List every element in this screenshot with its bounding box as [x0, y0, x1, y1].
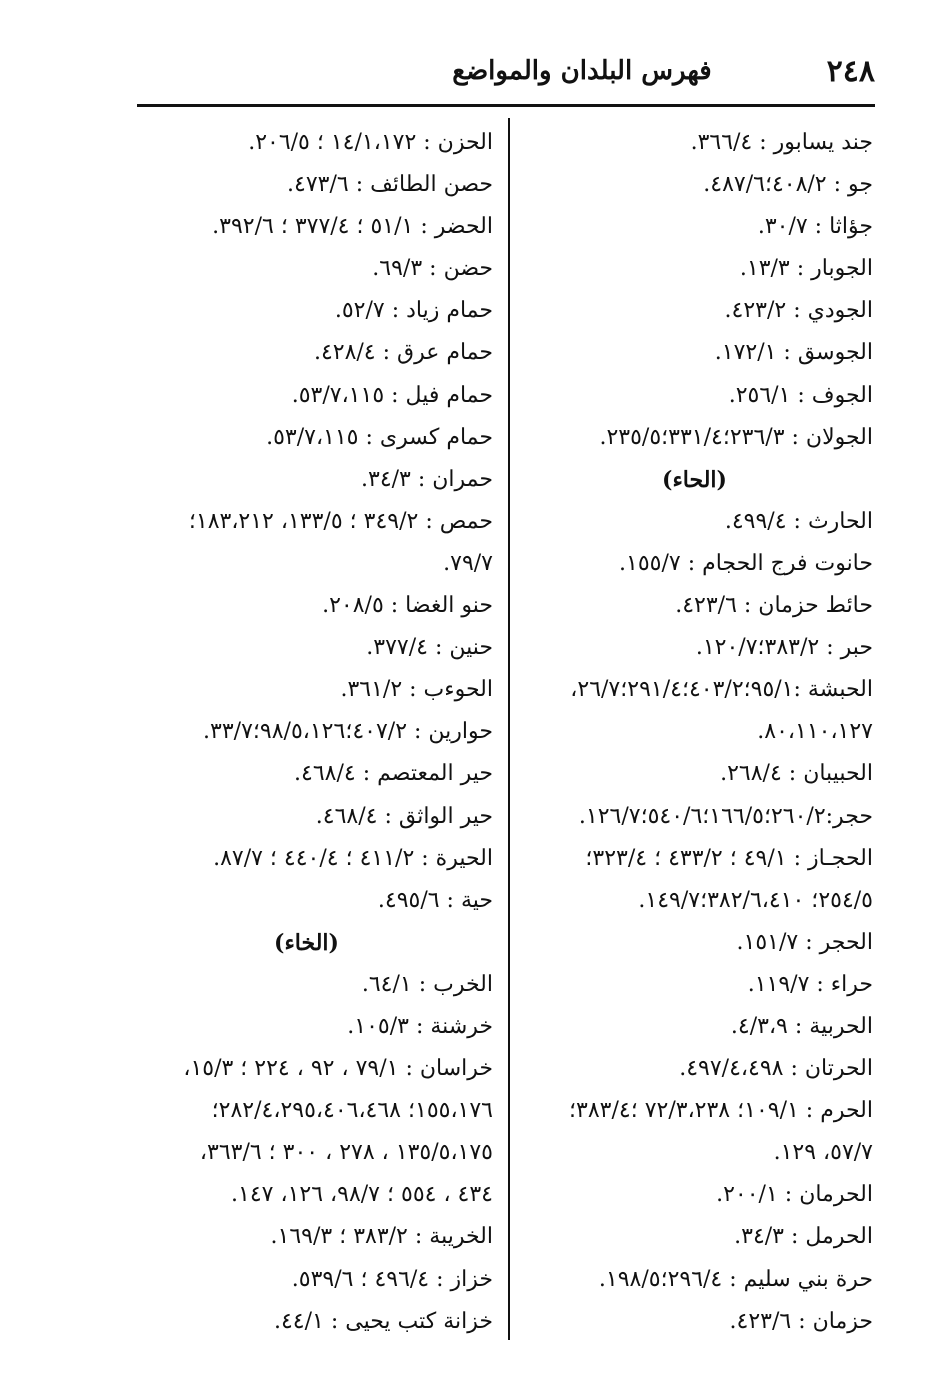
page-header: [137, 50, 875, 100]
index-entry: حمام عرق : ٤٢٨/٤.: [313, 340, 493, 366]
column-divider: [508, 118, 510, 1340]
index-entry: الحرتان : ٤٩٧/٤،٤٩٨.: [679, 1056, 873, 1082]
index-entry: ١٥٥،١٧٦؛ ٢٨٢/٤،٢٩٥،٤٠٦،٤٦٨؛: [211, 1098, 493, 1124]
index-entry: خزاز : ٤٩٦/٤ ؛ ٥٣٩/٦.: [291, 1266, 493, 1292]
index-entry: الخريبة : ٣٨٣/٢ ؛ ١٦٩/٣.: [270, 1224, 493, 1250]
index-entry: حمام كسرى : ٥٣/٧،١١٥.: [266, 424, 493, 450]
index-entry: الجوبار : ١٣/٣.: [739, 256, 873, 282]
index-entry: جو : ٤٠٨/٢؛٤٨٧/٦.: [703, 172, 873, 198]
index-entry: حنو الغضا : ٢٠٨/٥.: [322, 593, 493, 619]
index-entry: حضن : ٦٩/٣.: [372, 256, 493, 282]
index-entry: حنين : ٣٧٧/٤.: [366, 635, 493, 661]
index-entry: خراسان : ٧٩/١ ، ٩٢ ، ٢٢٤ ؛ ١٥/٣،: [183, 1056, 493, 1082]
index-entry: الحزن : ١٤/١،١٧٢ ؛ ٢٠٦/٥.: [248, 130, 493, 155]
index-entry: ٢٥٤/٥؛ ٣٨٢/٦،٤١٠؛١٤٩/٧.: [638, 887, 873, 913]
index-entry: حزمان : ٤٢٣/٦.: [729, 1308, 873, 1334]
index-entry: حجر:٢٦٠/٢؛١٦٦/٥؛٥٤٠/٦؛١٢٦/٧.: [578, 803, 873, 829]
index-entry: الجوسق : ١٧٢/١.: [714, 340, 873, 366]
index-entry: الجوف : ٢٥٦/١.: [728, 382, 873, 408]
index-entry: الحجـاز : ٤٩/١ ؛ ٤٣٣/٢ ؛ ٣٢٣/٤؛: [585, 845, 873, 871]
index-entry: الجودي : ٤٢٣/٢.: [724, 298, 873, 324]
index-entry: الحبشة :٩٥/١؛٤٠٣/٢؛٢٩١/٤؛٢٦/٧،: [570, 677, 873, 703]
index-entry: حصن الطائف : ٤٧٣/٦.: [287, 172, 493, 198]
letter-heading: (الخاء): [274, 929, 339, 956]
index-entry: الحارث : ٤٩٩/٤.: [724, 508, 873, 534]
index-entry: الحرمل : ٣٤/٣.: [734, 1224, 873, 1250]
index-entry: جند يسابور : ٣٦٦/٤.: [690, 130, 873, 155]
index-entry: ١٣٥/٥،١٧٥ ، ٢٧٨ ، ٣٠٠ ؛ ٣٦٣/٦،: [199, 1140, 493, 1166]
index-entry: خرشنة : ١٠٥/٣.: [347, 1013, 493, 1039]
index-entry: الحوءب : ٣٦١/٢.: [340, 677, 493, 703]
index-entry: الحيرة : ٤١١/٢ ؛ ٤٤٠/٤ ؛ ٨٧/٧.: [213, 845, 493, 871]
index-column-left: [120, 122, 493, 1343]
index-entry: حرة بني سليم : ٢٩٦/٤؛١٩٨/٥.: [598, 1266, 873, 1292]
index-entry: الحرمان : ٢٠٠/١.: [716, 1182, 873, 1208]
page-number: ٢٤٨: [826, 54, 875, 89]
index-entry: الجولان : ٢٣٦/٣؛٣٣١/٤؛٢٣٥/٥.: [599, 424, 873, 450]
index-entry: ٤٣٤ ، ٥٥٤ ؛ ٩٨/٧، ١٢٦، ١٤٧.: [231, 1182, 493, 1208]
index-entry: حمام فيل : ٥٣/٧،١١٥.: [291, 382, 493, 408]
letter-heading: (الحاء): [662, 466, 727, 493]
index-column-right: [516, 122, 873, 1343]
index-entry: جؤاثا : ٣٠/٧.: [757, 214, 873, 240]
index-entry: حبر : ٣٨٣/٢؛١٢٠/٧.: [695, 635, 873, 661]
header-rule: [137, 104, 875, 107]
index-entry: حمران : ٣٤/٣.: [361, 466, 493, 492]
index-entry: الحضر : ٥١/١ ؛ ٣٧٧/٤ ؛ ٣٩٢/٦.: [212, 214, 493, 240]
index-entry: خزانة كتب يحيى : ٤٤/١.: [273, 1308, 493, 1334]
index-entry: حية : ٤٩٥/٦.: [377, 887, 493, 913]
index-entry: الحجر : ١٥١/٧.: [736, 929, 873, 955]
index-entry: حير الواثق : ٤٦٨/٤.: [315, 803, 493, 829]
index-entry: حراء : ١١٩/٧.: [747, 971, 873, 997]
index-entry: حمام زياد : ٥٢/٧.: [334, 298, 493, 324]
index-entry: الحرم : ١٠٩/١؛ ٧٢/٣،٢٣٨ ؛٣٨٣/٤؛: [569, 1098, 873, 1124]
index-entry: حوارين : ٤٠٧/٢؛٩٨/٥،١٢٦؛٣٣/٧.: [203, 719, 493, 745]
index-entry: ٥٧/٧، ١٢٩.: [773, 1140, 873, 1166]
index-entry: حانوت فرج الحجام : ١٥٥/٧.: [619, 550, 873, 576]
index-entry: حير المعتصم : ٤٦٨/٤.: [294, 761, 493, 787]
index-entry: ٧٩/٧.: [443, 550, 493, 576]
running-title: فهرس البلدان والمواضع: [452, 56, 712, 86]
index-entry: حمص : ٣٤٩/٢ ؛ ١٣٣/٥، ١٨٣،٢١٢؛: [188, 508, 493, 534]
index-entry: الخرب : ٦٤/١.: [361, 971, 493, 997]
index-entry: حائط حزمان : ٤٢٣/٦.: [675, 593, 873, 619]
index-entry: ٨٠،١١٠،١٢٧.: [757, 719, 873, 745]
index-entry: الحربية : ٤/٣،٩.: [730, 1013, 873, 1039]
index-entry: الحبيبان : ٢٦٨/٤.: [720, 761, 873, 787]
